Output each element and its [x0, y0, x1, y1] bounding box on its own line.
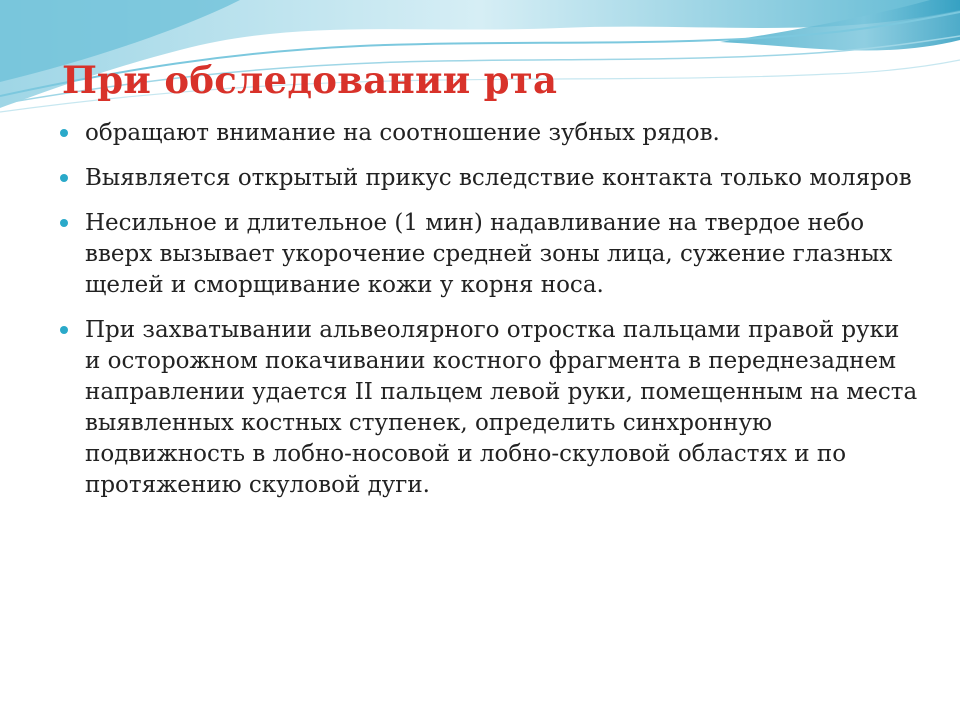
- bullet-icon: [60, 219, 68, 227]
- bullet-text: Несильное и длительное (1 мин) надавливание на твердое небо вверх вызывает укорочение средней зоны лица, сужение глазных щелей и сморщивание кожи у корня носа.: [85, 210, 893, 298]
- slide-title: При обследовании рта: [62, 58, 558, 102]
- list-item: [60, 315, 920, 501]
- bullet-text: Выявляется открытый прикус вследствие контакта только моляров: [85, 165, 912, 191]
- bullet-icon: [60, 129, 68, 137]
- list-item: [60, 163, 920, 194]
- bullet-icon: [60, 326, 68, 334]
- bullet-text: обращают внимание на соотношение зубных рядов.: [85, 120, 720, 146]
- bullet-icon: [60, 174, 68, 182]
- list-item: [60, 208, 920, 301]
- list-item: [60, 118, 920, 149]
- bullet-list: [60, 118, 920, 515]
- bullet-text: При захватывании альвеолярного отростка пальцами правой руки и осторожном покачивании костного фрагмента в переднезаднем направлении удается II пальцем левой руки, помещенным на места выявленных костных ступенек, определить синхронную подвижность в лобно-носовой и лобно-скуловой областях и по протяжению скуловой дуги.: [85, 317, 918, 498]
